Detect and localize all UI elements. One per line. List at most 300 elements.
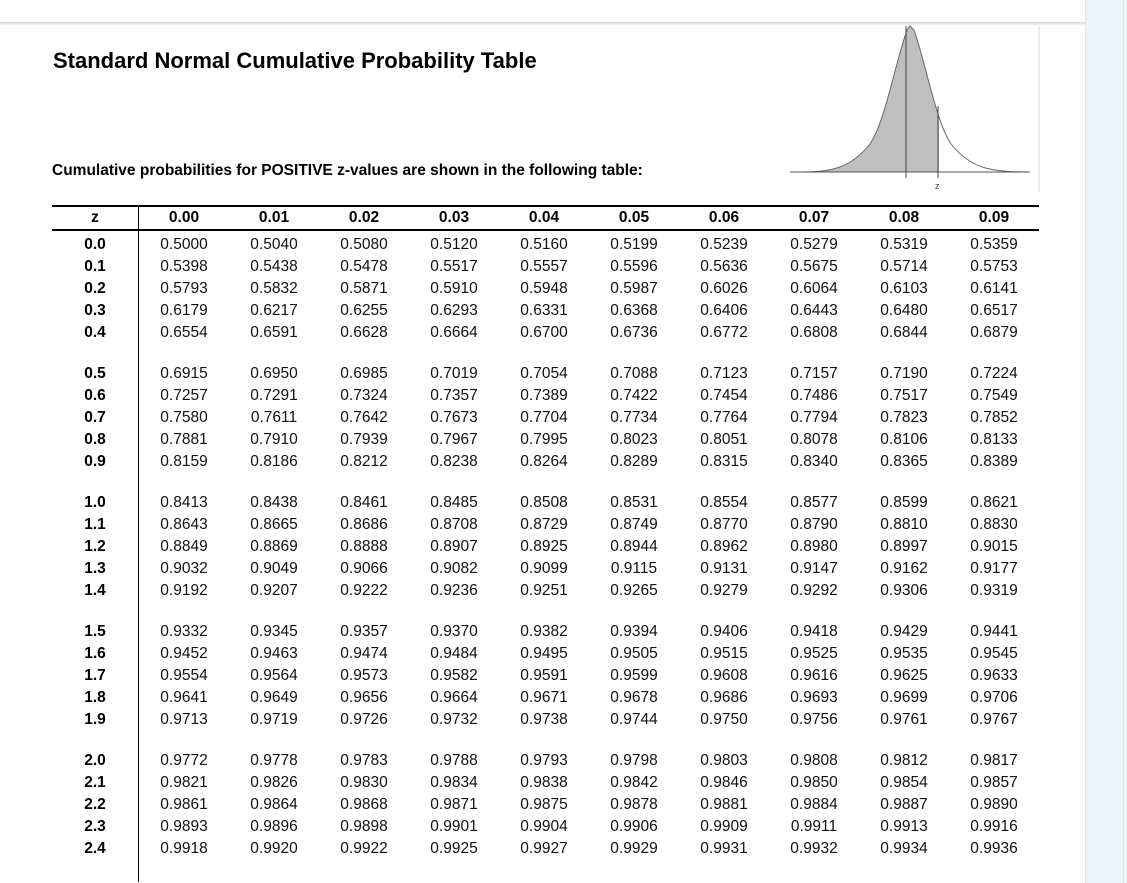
probability-cell: 0.8051 bbox=[700, 431, 748, 448]
table-row bbox=[52, 558, 1039, 580]
probability-cell: 0.7704 bbox=[520, 409, 568, 426]
probability-cell: 0.7157 bbox=[790, 365, 838, 382]
probability-cell: 0.6985 bbox=[340, 365, 388, 382]
table-row bbox=[52, 234, 1039, 256]
probability-cell: 0.9641 bbox=[160, 689, 208, 706]
probability-cell: 0.9671 bbox=[520, 689, 568, 706]
svg-text:z: z bbox=[935, 181, 940, 191]
probability-cell: 0.6480 bbox=[880, 302, 928, 319]
normal-curve-graph bbox=[790, 24, 1040, 194]
probability-cell: 0.6179 bbox=[160, 302, 208, 319]
probability-cell: 0.9032 bbox=[160, 560, 208, 577]
probability-cell: 0.9854 bbox=[880, 774, 928, 791]
probability-cell: 0.7852 bbox=[970, 409, 1018, 426]
probability-cell: 0.7734 bbox=[610, 409, 658, 426]
probability-cell: 0.9131 bbox=[700, 560, 748, 577]
probability-cell: 0.9564 bbox=[250, 667, 298, 684]
probability-cell: 0.7967 bbox=[430, 431, 478, 448]
probability-cell: 0.7257 bbox=[160, 387, 208, 404]
probability-cell: 0.9767 bbox=[970, 711, 1018, 728]
probability-cell: 0.9927 bbox=[520, 840, 568, 857]
probability-cell: 0.8962 bbox=[700, 538, 748, 555]
probability-cell: 0.8023 bbox=[610, 431, 658, 448]
probability-cell: 0.9115 bbox=[610, 560, 658, 577]
z-value: 0.3 bbox=[52, 300, 139, 322]
probability-cell: 0.9842 bbox=[610, 774, 658, 791]
probability-cell: 0.7823 bbox=[880, 409, 928, 426]
probability-cell: 0.9772 bbox=[160, 752, 208, 769]
probability-cell: 0.9656 bbox=[340, 689, 388, 706]
z-value: 2.3 bbox=[52, 816, 139, 838]
probability-cell: 0.9738 bbox=[520, 711, 568, 728]
probability-cell: 0.9875 bbox=[520, 796, 568, 813]
probability-cell: 0.5438 bbox=[250, 258, 298, 275]
probability-cell: 0.9236 bbox=[430, 582, 478, 599]
probability-cell: 0.9222 bbox=[340, 582, 388, 599]
probability-cell: 0.6443 bbox=[790, 302, 838, 319]
probability-cell: 0.8980 bbox=[790, 538, 838, 555]
probability-cell: 0.6808 bbox=[790, 324, 838, 341]
probability-cell: 0.5160 bbox=[520, 236, 568, 253]
probability-cell: 0.9474 bbox=[340, 645, 388, 662]
probability-cell: 0.9192 bbox=[160, 582, 208, 599]
probability-cell: 0.9625 bbox=[880, 667, 928, 684]
probability-cell: 0.8749 bbox=[610, 516, 658, 533]
probability-cell: 0.9616 bbox=[790, 667, 838, 684]
probability-cell: 0.9345 bbox=[250, 623, 298, 640]
probability-cell: 0.8599 bbox=[880, 494, 928, 511]
probability-cell: 0.5199 bbox=[610, 236, 658, 253]
group-gap-row bbox=[52, 344, 1039, 363]
probability-cell: 0.9495 bbox=[520, 645, 568, 662]
probability-cell: 0.7454 bbox=[700, 387, 748, 404]
z-value: 0.4 bbox=[52, 322, 139, 344]
probability-cell: 0.9838 bbox=[520, 774, 568, 791]
probability-cell: 0.8621 bbox=[970, 494, 1018, 511]
probability-cell: 0.9382 bbox=[520, 623, 568, 640]
probability-cell: 0.5557 bbox=[520, 258, 568, 275]
probability-cell: 0.9826 bbox=[250, 774, 298, 791]
probability-cell: 0.9535 bbox=[880, 645, 928, 662]
table-row bbox=[52, 407, 1039, 429]
probability-cell: 0.8461 bbox=[340, 494, 388, 511]
probability-cell: 0.9936 bbox=[970, 840, 1018, 857]
probability-cell: 0.9505 bbox=[610, 645, 658, 662]
probability-cell: 0.9732 bbox=[430, 711, 478, 728]
probability-cell: 0.7486 bbox=[790, 387, 838, 404]
probability-cell: 0.9554 bbox=[160, 667, 208, 684]
group-gap-row bbox=[52, 602, 1039, 621]
probability-cell: 0.9319 bbox=[970, 582, 1018, 599]
probability-cell: 0.5910 bbox=[430, 280, 478, 297]
probability-cell: 0.8315 bbox=[700, 453, 748, 470]
probability-cell: 0.9904 bbox=[520, 818, 568, 835]
probability-cell: 0.9292 bbox=[790, 582, 838, 599]
column-header: 0.05 bbox=[589, 206, 679, 230]
probability-cell: 0.9686 bbox=[700, 689, 748, 706]
probability-cell: 0.8508 bbox=[520, 494, 568, 511]
probability-cell: 0.9633 bbox=[970, 667, 1018, 684]
table-row bbox=[52, 492, 1039, 514]
probability-cell: 0.9788 bbox=[430, 752, 478, 769]
right-side-panel bbox=[1085, 0, 1127, 883]
table-row bbox=[52, 665, 1039, 687]
probability-cell: 0.5675 bbox=[790, 258, 838, 275]
probability-cell: 0.9719 bbox=[250, 711, 298, 728]
probability-cell: 0.6255 bbox=[340, 302, 388, 319]
probability-cell: 0.7881 bbox=[160, 431, 208, 448]
probability-cell: 0.5279 bbox=[790, 236, 838, 253]
table-row bbox=[52, 300, 1039, 322]
z-value: 0.1 bbox=[52, 256, 139, 278]
probability-cell: 0.8997 bbox=[880, 538, 928, 555]
probability-cell: 0.5948 bbox=[520, 280, 568, 297]
probability-cell: 0.5359 bbox=[970, 236, 1018, 253]
table-row bbox=[52, 621, 1039, 643]
column-header: 0.03 bbox=[409, 206, 499, 230]
probability-cell: 0.9406 bbox=[700, 623, 748, 640]
probability-cell: 0.9808 bbox=[790, 752, 838, 769]
probability-cell: 0.7642 bbox=[340, 409, 388, 426]
probability-cell: 0.6554 bbox=[160, 324, 208, 341]
probability-cell: 0.9147 bbox=[790, 560, 838, 577]
z-value: 0.5 bbox=[52, 363, 139, 385]
probability-cell: 0.6141 bbox=[970, 280, 1018, 297]
column-header: 0.04 bbox=[499, 206, 589, 230]
probability-cell: 0.9573 bbox=[340, 667, 388, 684]
header-row bbox=[52, 206, 1039, 230]
z-value: 1.4 bbox=[52, 580, 139, 602]
probability-cell: 0.9911 bbox=[790, 818, 838, 835]
probability-cell: 0.9545 bbox=[970, 645, 1018, 662]
probability-cell: 0.5080 bbox=[340, 236, 388, 253]
probability-cell: 0.8686 bbox=[340, 516, 388, 533]
probability-cell: 0.5832 bbox=[250, 280, 298, 297]
probability-cell: 0.8830 bbox=[970, 516, 1018, 533]
column-header: 0.01 bbox=[229, 206, 319, 230]
table-row bbox=[52, 709, 1039, 731]
column-header: 0.08 bbox=[859, 206, 949, 230]
probability-cell: 0.9207 bbox=[250, 582, 298, 599]
probability-cell: 0.8485 bbox=[430, 494, 478, 511]
probability-cell: 0.8159 bbox=[160, 453, 208, 470]
probability-cell: 0.8554 bbox=[700, 494, 748, 511]
probability-cell: 0.6628 bbox=[340, 324, 388, 341]
z-value: 1.8 bbox=[52, 687, 139, 709]
probability-cell: 0.9887 bbox=[880, 796, 928, 813]
probability-cell: 0.9357 bbox=[340, 623, 388, 640]
probability-cell: 0.9699 bbox=[880, 689, 928, 706]
table-row bbox=[52, 580, 1039, 602]
probability-cell: 0.6368 bbox=[610, 302, 658, 319]
probability-cell: 0.6950 bbox=[250, 365, 298, 382]
probability-cell: 0.6331 bbox=[520, 302, 568, 319]
probability-cell: 0.9049 bbox=[250, 560, 298, 577]
table-row bbox=[52, 794, 1039, 816]
z-value: 2.4 bbox=[52, 838, 139, 860]
probability-cell: 0.9082 bbox=[430, 560, 478, 577]
probability-cell: 0.9916 bbox=[970, 818, 1018, 835]
probability-cell: 0.7580 bbox=[160, 409, 208, 426]
probability-cell: 0.7939 bbox=[340, 431, 388, 448]
z-value: 1.0 bbox=[52, 492, 139, 514]
probability-cell: 0.9678 bbox=[610, 689, 658, 706]
probability-cell: 0.5753 bbox=[970, 258, 1018, 275]
probability-cell: 0.9394 bbox=[610, 623, 658, 640]
probability-cell: 0.9890 bbox=[970, 796, 1018, 813]
probability-cell: 0.9693 bbox=[790, 689, 838, 706]
probability-cell: 0.8264 bbox=[520, 453, 568, 470]
probability-cell: 0.5596 bbox=[610, 258, 658, 275]
probability-cell: 0.9599 bbox=[610, 667, 658, 684]
probability-cell: 0.7324 bbox=[340, 387, 388, 404]
table-row bbox=[52, 687, 1039, 709]
probability-cell: 0.9608 bbox=[700, 667, 748, 684]
probability-cell: 0.9452 bbox=[160, 645, 208, 662]
probability-cell: 0.7794 bbox=[790, 409, 838, 426]
probability-cell: 0.8888 bbox=[340, 538, 388, 555]
probability-cell: 0.7088 bbox=[610, 365, 658, 382]
probability-cell: 0.6103 bbox=[880, 280, 928, 297]
probability-cell: 0.8389 bbox=[970, 453, 1018, 470]
probability-cell: 0.5714 bbox=[880, 258, 928, 275]
probability-cell: 0.9864 bbox=[250, 796, 298, 813]
probability-cell: 0.6915 bbox=[160, 365, 208, 382]
probability-cell: 0.5871 bbox=[340, 280, 388, 297]
probability-cell: 0.6664 bbox=[430, 324, 478, 341]
probability-cell: 0.9265 bbox=[610, 582, 658, 599]
probability-cell: 0.8577 bbox=[790, 494, 838, 511]
probability-cell: 0.8289 bbox=[610, 453, 658, 470]
probability-cell: 0.9463 bbox=[250, 645, 298, 662]
panel-edge bbox=[1123, 0, 1124, 883]
probability-cell: 0.9922 bbox=[340, 840, 388, 857]
probability-cell: 0.9896 bbox=[250, 818, 298, 835]
probability-cell: 0.9812 bbox=[880, 752, 928, 769]
probability-cell: 0.9793 bbox=[520, 752, 568, 769]
z-table bbox=[52, 205, 1039, 882]
probability-cell: 0.5398 bbox=[160, 258, 208, 275]
probability-cell: 0.7517 bbox=[880, 387, 928, 404]
table-row bbox=[52, 322, 1039, 344]
probability-cell: 0.6064 bbox=[790, 280, 838, 297]
column-header: 0.00 bbox=[139, 206, 230, 230]
probability-cell: 0.5636 bbox=[700, 258, 748, 275]
probability-cell: 0.9525 bbox=[790, 645, 838, 662]
probability-cell: 0.5319 bbox=[880, 236, 928, 253]
probability-cell: 0.9817 bbox=[970, 752, 1018, 769]
probability-cell: 0.5120 bbox=[430, 236, 478, 253]
probability-cell: 0.9332 bbox=[160, 623, 208, 640]
probability-cell: 0.9761 bbox=[880, 711, 928, 728]
probability-cell: 0.9925 bbox=[430, 840, 478, 857]
z-value: 2.1 bbox=[52, 772, 139, 794]
probability-cell: 0.6844 bbox=[880, 324, 928, 341]
z-column-header: z bbox=[52, 206, 139, 230]
probability-cell: 0.9418 bbox=[790, 623, 838, 640]
probability-cell: 0.9066 bbox=[340, 560, 388, 577]
probability-cell: 0.9778 bbox=[250, 752, 298, 769]
table-row bbox=[52, 643, 1039, 665]
probability-cell: 0.8907 bbox=[430, 538, 478, 555]
group-gap-row bbox=[52, 731, 1039, 750]
probability-cell: 0.8340 bbox=[790, 453, 838, 470]
probability-cell: 0.7224 bbox=[970, 365, 1018, 382]
probability-cell: 0.6217 bbox=[250, 302, 298, 319]
probability-cell: 0.9893 bbox=[160, 818, 208, 835]
probability-cell: 0.6026 bbox=[700, 280, 748, 297]
probability-cell: 0.9649 bbox=[250, 689, 298, 706]
probability-cell: 0.9932 bbox=[790, 840, 838, 857]
probability-cell: 0.7910 bbox=[250, 431, 298, 448]
probability-cell: 0.6517 bbox=[970, 302, 1018, 319]
probability-cell: 0.9251 bbox=[520, 582, 568, 599]
probability-cell: 0.9913 bbox=[880, 818, 928, 835]
probability-cell: 0.5478 bbox=[340, 258, 388, 275]
probability-cell: 0.9931 bbox=[700, 840, 748, 857]
probability-cell: 0.8869 bbox=[250, 538, 298, 555]
z-value: 1.9 bbox=[52, 709, 139, 731]
probability-cell: 0.9664 bbox=[430, 689, 478, 706]
probability-cell: 0.9429 bbox=[880, 623, 928, 640]
z-value: 0.6 bbox=[52, 385, 139, 407]
probability-cell: 0.8186 bbox=[250, 453, 298, 470]
z-value: 2.2 bbox=[52, 794, 139, 816]
table-row bbox=[52, 451, 1039, 473]
probability-cell: 0.9850 bbox=[790, 774, 838, 791]
probability-cell: 0.9177 bbox=[970, 560, 1018, 577]
probability-cell: 0.8438 bbox=[250, 494, 298, 511]
probability-cell: 0.8810 bbox=[880, 516, 928, 533]
probability-cell: 0.9015 bbox=[970, 538, 1018, 555]
column-header: 0.06 bbox=[679, 206, 769, 230]
probability-cell: 0.9934 bbox=[880, 840, 928, 857]
probability-cell: 0.7764 bbox=[700, 409, 748, 426]
z-value: 0.8 bbox=[52, 429, 139, 451]
probability-cell: 0.9906 bbox=[610, 818, 658, 835]
table-row bbox=[52, 256, 1039, 278]
table-row bbox=[52, 750, 1039, 772]
probability-cell: 0.9884 bbox=[790, 796, 838, 813]
probability-cell: 0.9881 bbox=[700, 796, 748, 813]
table-row bbox=[52, 816, 1039, 838]
probability-cell: 0.9279 bbox=[700, 582, 748, 599]
probability-cell: 0.8133 bbox=[970, 431, 1018, 448]
probability-cell: 0.5517 bbox=[430, 258, 478, 275]
z-value: 0.9 bbox=[52, 451, 139, 473]
probability-cell: 0.9750 bbox=[700, 711, 748, 728]
z-value: 0.7 bbox=[52, 407, 139, 429]
bell-curve-icon bbox=[790, 24, 1040, 194]
z-value: 1.2 bbox=[52, 536, 139, 558]
table-row bbox=[52, 278, 1039, 300]
probability-cell: 0.9901 bbox=[430, 818, 478, 835]
probability-cell: 0.9918 bbox=[160, 840, 208, 857]
z-value: 1.3 bbox=[52, 558, 139, 580]
page-title: Standard Normal Cumulative Probability Table bbox=[53, 48, 537, 73]
z-value: 1.6 bbox=[52, 643, 139, 665]
table-row bbox=[52, 385, 1039, 407]
probability-cell: 0.5000 bbox=[160, 236, 208, 253]
probability-cell: 0.5040 bbox=[250, 236, 298, 253]
table-row bbox=[52, 772, 1039, 794]
probability-cell: 0.9591 bbox=[520, 667, 568, 684]
probability-cell: 0.8849 bbox=[160, 538, 208, 555]
probability-cell: 0.6879 bbox=[970, 324, 1018, 341]
column-header: 0.07 bbox=[769, 206, 859, 230]
probability-cell: 0.7422 bbox=[610, 387, 658, 404]
probability-cell: 0.9726 bbox=[340, 711, 388, 728]
bottom-pad-row bbox=[52, 860, 1039, 882]
probability-cell: 0.7190 bbox=[880, 365, 928, 382]
probability-cell: 0.9484 bbox=[430, 645, 478, 662]
probability-cell: 0.9306 bbox=[880, 582, 928, 599]
probability-cell: 0.6772 bbox=[700, 324, 748, 341]
probability-cell: 0.9830 bbox=[340, 774, 388, 791]
table-row bbox=[52, 429, 1039, 451]
probability-cell: 0.9857 bbox=[970, 774, 1018, 791]
probability-cell: 0.9898 bbox=[340, 818, 388, 835]
probability-cell: 0.9713 bbox=[160, 711, 208, 728]
z-value: 0.2 bbox=[52, 278, 139, 300]
z-value: 0.0 bbox=[52, 234, 139, 256]
probability-cell: 0.9846 bbox=[700, 774, 748, 791]
probability-cell: 0.9582 bbox=[430, 667, 478, 684]
probability-cell: 0.8212 bbox=[340, 453, 388, 470]
top-bar bbox=[0, 0, 1085, 22]
table-body bbox=[52, 231, 1039, 883]
probability-cell: 0.8365 bbox=[880, 453, 928, 470]
probability-cell: 0.6406 bbox=[700, 302, 748, 319]
probability-cell: 0.7673 bbox=[430, 409, 478, 426]
probability-cell: 0.8790 bbox=[790, 516, 838, 533]
table-row bbox=[52, 363, 1039, 385]
probability-cell: 0.9441 bbox=[970, 623, 1018, 640]
probability-cell: 0.7054 bbox=[520, 365, 568, 382]
probability-cell: 0.9878 bbox=[610, 796, 658, 813]
column-header: 0.09 bbox=[949, 206, 1039, 230]
probability-cell: 0.7291 bbox=[250, 387, 298, 404]
probability-cell: 0.9706 bbox=[970, 689, 1018, 706]
probability-cell: 0.9803 bbox=[700, 752, 748, 769]
z-value: 2.0 bbox=[52, 750, 139, 772]
probability-cell: 0.6700 bbox=[520, 324, 568, 341]
probability-cell: 0.8413 bbox=[160, 494, 208, 511]
probability-cell: 0.7389 bbox=[520, 387, 568, 404]
probability-cell: 0.9909 bbox=[700, 818, 748, 835]
probability-cell: 0.9370 bbox=[430, 623, 478, 640]
probability-cell: 0.8078 bbox=[790, 431, 838, 448]
table-row bbox=[52, 514, 1039, 536]
probability-cell: 0.8708 bbox=[430, 516, 478, 533]
probability-cell: 0.7123 bbox=[700, 365, 748, 382]
probability-cell: 0.9798 bbox=[610, 752, 658, 769]
group-gap-row bbox=[52, 473, 1039, 492]
probability-cell: 0.9756 bbox=[790, 711, 838, 728]
probability-cell: 0.9162 bbox=[880, 560, 928, 577]
table-caption: Cumulative probabilities for POSITIVE z-values are shown in the following table: bbox=[52, 162, 643, 179]
probability-cell: 0.9744 bbox=[610, 711, 658, 728]
probability-cell: 0.5239 bbox=[700, 236, 748, 253]
table-row bbox=[52, 838, 1039, 860]
z-value: 1.7 bbox=[52, 665, 139, 687]
z-value: 1.5 bbox=[52, 621, 139, 643]
probability-cell: 0.9821 bbox=[160, 774, 208, 791]
probability-cell: 0.7995 bbox=[520, 431, 568, 448]
probability-cell: 0.6736 bbox=[610, 324, 658, 341]
probability-cell: 0.6591 bbox=[250, 324, 298, 341]
probability-cell: 0.8643 bbox=[160, 516, 208, 533]
